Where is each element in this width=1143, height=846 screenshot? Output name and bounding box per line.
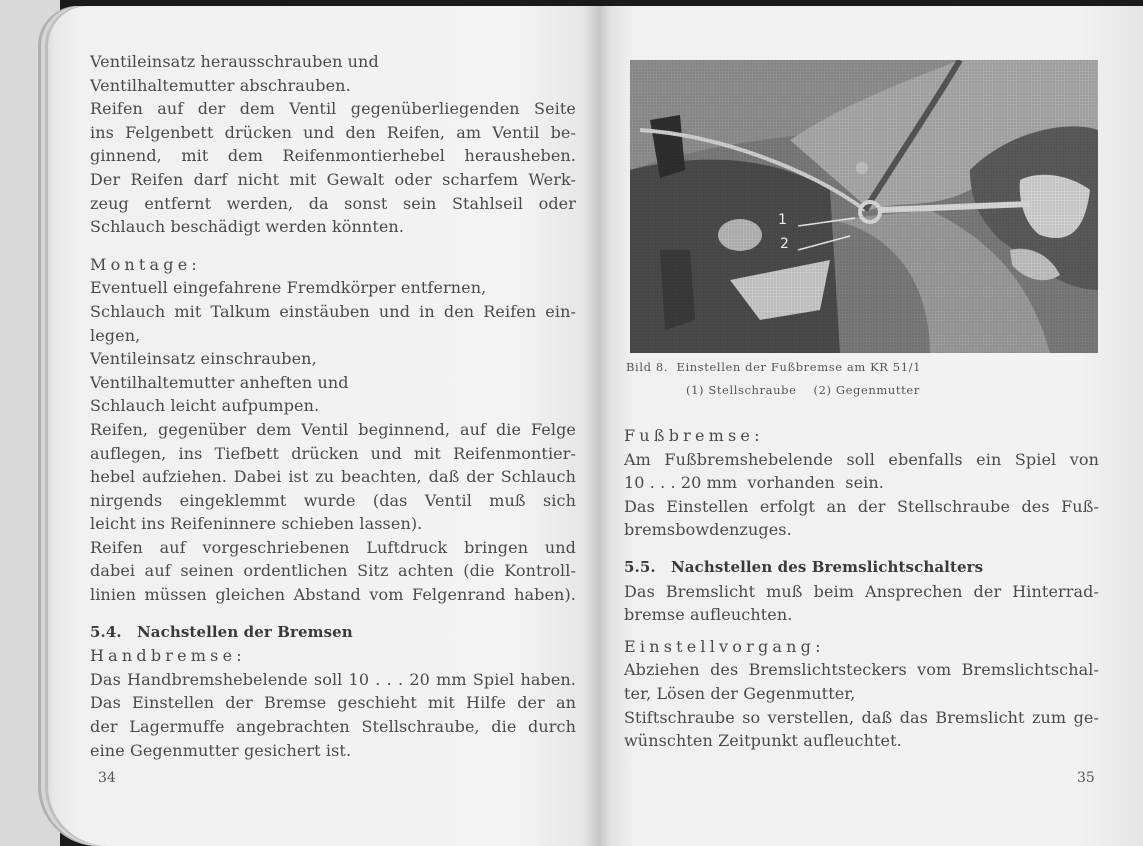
section-heading-5-4 [90,621,576,645]
text-line: Das Einstellen der Bremse geschieht mit Hilfe der an [90,693,576,713]
text-line: Schlauch beschädigt werden könnten. [90,217,405,237]
text-line: wünschten Zeitpunkt aufleuchtet. [624,731,902,751]
text-line: 10 . . . 20 mm vorhanden sein. [624,473,884,493]
figure-photo-foot-brake [630,60,1098,353]
text-line: eine Gegenmutter gesichert ist. [90,740,352,760]
text-line: ter, Lösen der Gegenmutter, [624,683,856,703]
text-line: Ventileinsatz einschrauben, [90,349,317,369]
text-line: dabei auf seinen ordentlichen Sitz achten (die Kontroll- [90,561,576,581]
text-line: Ventileinsatz herausschrauben und [90,52,379,71]
text-line: Das Einstellen erfolgt an der Stellschraube des Fuß- [624,496,1099,516]
foot-brake-adjustment-photo [630,60,1098,353]
text-line: linien müssen gleichen Abstand vom Felgenrand haben). [90,585,576,605]
text-line: auflegen, ins Tiefbett drücken und mit Reifenmontier- [90,443,576,463]
text-line: Der Reifen darf nicht mit Gewalt oder scharfem Werk- [90,169,576,189]
text-line: bremse aufleuchten. [624,605,793,625]
text-line: ginnend, mit dem Reifenmontierhebel herausheben. [90,146,576,166]
einstellvorgang-label: Einstellvorgang: [624,636,825,656]
text-line: leicht ins Reifeninnere schieben lassen). [90,514,423,534]
callout-2: 2 [780,236,789,252]
section-number: 5.4. [90,622,122,641]
text-line: Das Bremslicht muß beim Ansprechen der Hinterrad- [624,581,1099,601]
text-line: Ventilhaltemutter abschrauben. [90,75,351,95]
handbremse-label: Handbremse: [90,646,246,666]
text-line: Reifen, gegenüber dem Ventil beginnend, auf die Felge [90,419,576,439]
text-line: Am Fußbremshebelende soll ebenfalls ein Spiel von [624,449,1099,469]
text-line: Reifen auf vorgeschriebenen Luftdruck bringen und [90,537,576,557]
text-line: ins Felgenbett drücken und den Reifen, am Ventil be- [90,122,576,142]
section-number: 5.5. [624,557,656,576]
montage-label: Montage: [90,254,201,274]
text-line: bremsbowdenzuges. [624,520,792,540]
figure-legend: (1) Stellschraube (2) Gegenmutter [686,383,920,397]
section-heading-5-5 [624,556,1099,580]
text-line: der Lagermuffe angebrachten Stellschraube, die durch [90,717,576,737]
text-line: Stiftschraube so verstellen, daß das Bremslicht zum ge- [624,707,1099,727]
text-line: Reifen auf der dem Ventil gegenüberliegenden Seite [90,99,576,119]
text-line: Abziehen des Bremslichtsteckers vom Bremslichtschal- [624,660,1099,680]
text-line: legen, [90,325,141,345]
figure-caption: Bild 8. Einstellen der Fußbremse am KR 51/1 [626,360,922,374]
left-page-text [90,50,576,762]
text-line: Eventuell eingefahrene Fremdkörper entfernen, [90,278,487,298]
right-page-text [624,424,1099,753]
page-number-right: 35 [1077,770,1095,786]
text-line: Schlauch mit Talkum einstäuben und in den Reifen ein- [90,301,576,321]
text-line: Ventilhaltemutter anheften und [90,372,349,392]
text-line: Schlauch leicht aufpumpen. [90,396,320,416]
text-line: nirgends eingeklemmt wurde (das Ventil muß sich [90,490,576,510]
text-line: zeug entfernt werden, da sonst sein Stahlseil oder [90,193,576,213]
section-title: Nachstellen des Bremslichtschalters [671,557,984,576]
fussbremse-label: Fußbremse: [624,426,764,445]
page-number-left: 34 [98,770,116,786]
text-line: hebel aufziehen. Dabei ist zu beachten, daß der Schlauch [90,467,576,487]
text-line: Das Handbremshebelende soll 10 . . . 20 mm Spiel haben. [90,669,576,689]
callout-1: 1 [778,212,787,228]
section-title: Nachstellen der Bremsen [137,622,353,641]
